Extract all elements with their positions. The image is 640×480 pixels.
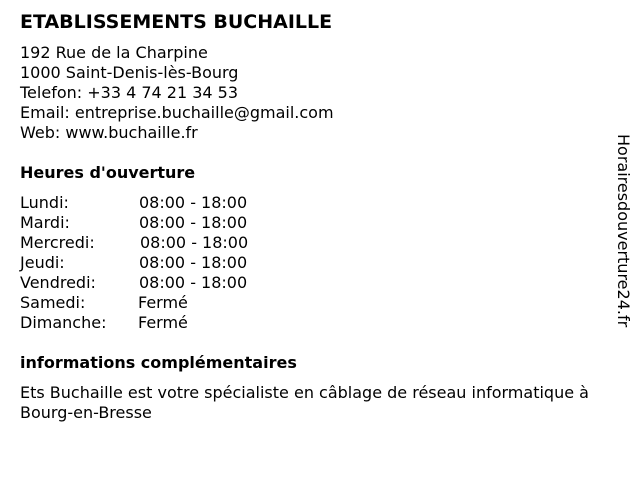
- city-line: 1000 Saint-Denis-lès-Bourg: [20, 63, 239, 82]
- hours-time: Fermé: [138, 293, 188, 312]
- hours-day: Jeudi:: [20, 253, 65, 272]
- hours-day: Mardi:: [20, 213, 70, 232]
- hours-time: 08:00 - 18:00: [139, 193, 248, 212]
- hours-time: 08:00 - 18:00: [140, 233, 249, 252]
- email-line[interactable]: Email: entreprise.buchaille@gmail.com: [20, 103, 334, 122]
- company-name: ETABLISSEMENTS BUCHAILLE: [20, 11, 333, 33]
- hours-day: Dimanche:: [20, 313, 107, 332]
- web-line[interactable]: Web: www.buchaille.fr: [20, 123, 198, 142]
- hours-day: Vendredi:: [20, 273, 96, 292]
- info-title: informations complémentaires: [20, 353, 297, 372]
- hours-day: Samedi:: [20, 293, 86, 312]
- contact-block: [20, 43, 334, 143]
- hours-time: 08:00 - 18:00: [139, 213, 248, 232]
- hours-day: Mercredi:: [20, 233, 95, 252]
- hours-time: 08:00 - 18:00: [139, 273, 248, 292]
- hours-title: Heures d'ouverture: [20, 163, 196, 182]
- phone-line[interactable]: Telefon: +33 4 74 21 34 53: [20, 83, 239, 102]
- side-site-name[interactable]: Horairesdouverture24.fr: [614, 134, 633, 328]
- hours-time: Fermé: [138, 313, 188, 332]
- hours-time: 08:00 - 18:00: [139, 253, 248, 272]
- address-line: 192 Rue de la Charpine: [20, 43, 208, 62]
- info-text: Ets Buchaille est votre spécialiste en câblage de réseau informatique à Bourg-en-Bresse: [20, 383, 589, 422]
- hours-day: Lundi:: [20, 193, 69, 212]
